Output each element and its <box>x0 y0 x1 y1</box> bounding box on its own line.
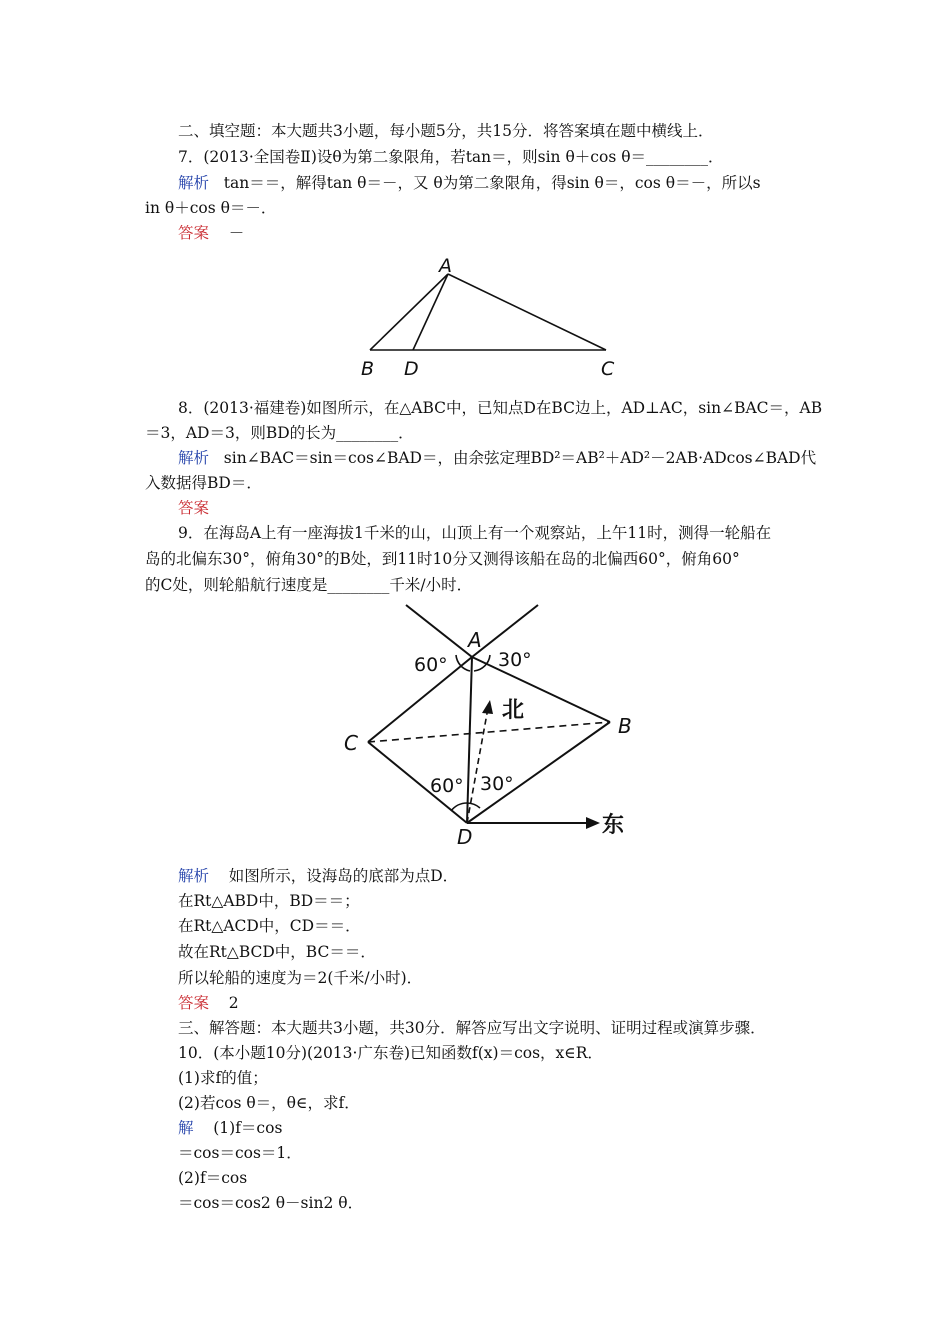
q8-stem-line2: ＝3，AD＝3，则BD的长为________． <box>145 424 414 442</box>
q10-solution-label: 解 <box>178 1119 194 1137</box>
angle-arc-top-right <box>474 655 490 671</box>
q10-solution-line3: (2)f＝cos <box>178 1169 248 1187</box>
q7-analysis-row <box>178 173 761 193</box>
q10-solution-line1: (1)f＝cos <box>213 1119 283 1137</box>
q9-answer-row <box>178 993 239 1013</box>
q9-analysis-label: 解析 <box>178 867 210 885</box>
q10-part1: (1)求f的值； <box>178 1069 268 1087</box>
side-ac <box>448 274 606 350</box>
q10-part2: (2)若cos θ＝，θ∈，求f． <box>178 1094 360 1112</box>
fig2-label-c: C <box>344 731 358 755</box>
fig2-label-east: 东 <box>602 813 625 838</box>
fig2-label-a: A <box>468 628 482 652</box>
q7-analysis-label: 解析 <box>178 174 210 192</box>
q8-analysis-label: 解析 <box>178 449 210 467</box>
north-arrowhead <box>482 700 493 714</box>
q9-stem-line2: 岛的北偏东30°，俯角30°的B处，到11时10分又测得该船在岛的北偏西60°，俯角60° <box>145 550 740 568</box>
q10-solution-line2: ＝cos＝cos＝1． <box>178 1144 302 1162</box>
fig1-label-b: B <box>361 358 375 380</box>
q7-analysis-text: tan＝＝，解得tan θ＝－，又 θ为第二象限角，得sin θ＝，cos θ＝－，所以s <box>223 174 761 192</box>
fig2-label-d: D <box>457 825 473 845</box>
fig2-label-b: B <box>618 714 632 738</box>
q10-solution-row <box>178 1118 282 1138</box>
section-3-heading: 三、解答题：本大题共3小题，共30分．解答应写出文字说明、证明过程或演算步骤． <box>178 1019 766 1037</box>
q9-analysis-text: 如图所示，设海岛的底部为点D． <box>228 867 459 885</box>
island-observation-figure <box>330 600 640 845</box>
triangle-abc-figure <box>350 250 630 380</box>
q9-answer-value: 2 <box>228 994 239 1012</box>
fig2-label-north: 北 <box>502 698 525 723</box>
q7-analysis-line2: in θ＋cos θ＝－． <box>145 199 277 217</box>
angle-arc-bottom-right <box>467 803 480 808</box>
q9-step-2: 在Rt△ACD中，CD＝＝． <box>178 917 361 935</box>
q8-analysis-row <box>178 448 816 468</box>
section-2-heading: 二、填空题：本大题共3小题，每小题5分，共15分．将答案填在题中横线上． <box>178 122 714 140</box>
q10-stem: 10．(本小题10分)(2013·广东卷)已知函数f(x)＝cos，x∈R． <box>178 1044 603 1062</box>
q9-step-3: 故在Rt△BCD中，BC＝＝． <box>178 943 376 961</box>
q7-answer-label: 答案 <box>178 224 210 242</box>
segment-ad <box>413 274 448 350</box>
q8-analysis-text: sin∠BAC＝sin＝cos∠BAD＝，由余弦定理BD²＝AB²＋AD²－2AB·ADcos∠BAD代 <box>223 449 817 467</box>
q7-stem: 7．(2013·全国卷Ⅱ)设θ为第二象限角，若tan＝，则sin θ＋cos θ＝________． <box>178 148 724 166</box>
horizon-line-left <box>406 605 472 657</box>
fig1-label-d: D <box>404 358 419 380</box>
fig2-angle-bottom-right: 30° <box>480 773 514 795</box>
fig1-label-c: C <box>601 358 615 380</box>
east-arrowhead <box>586 817 600 829</box>
q9-analysis-row <box>178 866 458 886</box>
q9-stem-line1: 9．在海岛A上有一座海拔1千米的山，山顶上有一个观察站，上午11时，测得一轮船在 <box>178 524 772 542</box>
segment-cb-dashed <box>368 722 610 742</box>
q7-answer-row <box>178 223 244 243</box>
fig2-angle-top-left: 60° <box>414 654 448 676</box>
segment-ab <box>472 657 610 722</box>
q9-answer-label: 答案 <box>178 994 210 1012</box>
side-ab <box>370 274 448 350</box>
fig1-label-a: A <box>439 255 452 277</box>
fig2-angle-top-right: 30° <box>498 649 532 671</box>
angle-arc-bottom-left <box>451 803 467 811</box>
fig2-angle-bottom-left: 60° <box>430 775 464 797</box>
q8-analysis-line2: 入数据得BD＝． <box>145 474 262 492</box>
q9-step-4: 所以轮船的速度为＝2(千米/小时)． <box>178 969 423 987</box>
q9-step-1: 在Rt△ABD中，BD＝＝； <box>178 892 360 910</box>
q7-answer-value: － <box>228 224 245 242</box>
q9-stem-line3: 的C处，则轮船航行速度是________千米/小时． <box>145 576 473 594</box>
q10-solution-line4: ＝cos＝cos2 θ－sin2 θ． <box>178 1194 364 1212</box>
q8-answer-label: 答案 <box>178 499 210 517</box>
q8-stem-line1: 8．(2013·福建卷)如图所示，在△ABC中，已知点D在BC边上，AD⊥AC，sin∠BAC＝，AB <box>178 399 823 417</box>
q8-answer-row <box>178 498 209 518</box>
